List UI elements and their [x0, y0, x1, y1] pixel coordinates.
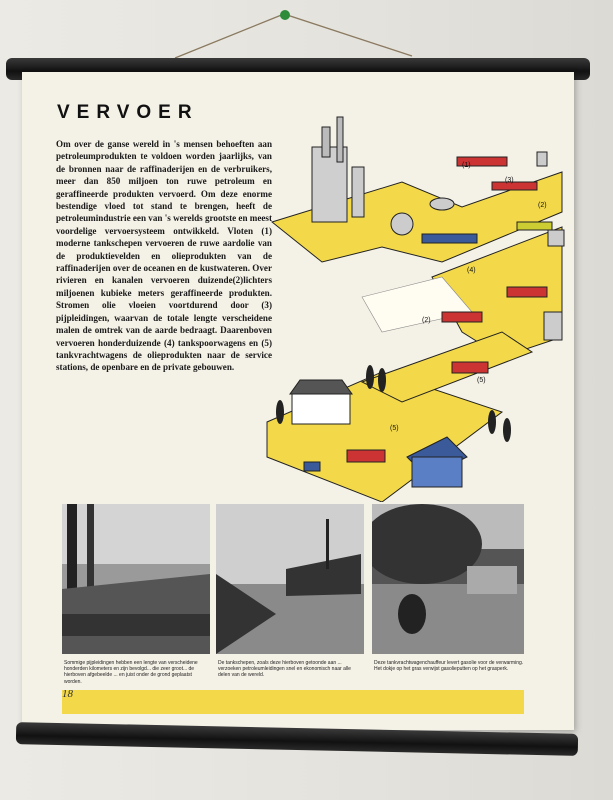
- photo-truck-driver: [372, 504, 524, 654]
- label-2: (2): [538, 202, 547, 209]
- corner-mark: 18: [62, 688, 73, 700]
- caption-truck: Deze tankvrachtwagenchauffeur levert gasolie voor de verwarming. Het dokje op het gras verwijst gasolieputten op het grasperk.: [374, 660, 524, 673]
- label-5b: (5): [390, 425, 399, 432]
- label-5: (5): [477, 377, 486, 384]
- poster-title: VERVOER: [57, 102, 199, 123]
- photo-tanker-canal: [216, 504, 364, 654]
- yellow-band: [62, 690, 524, 714]
- transport-illustration: [262, 112, 574, 502]
- poster-body-text: Om over de gansе wereld in 's mensen behoeften aan petroleumprodukten te voldoen worden jaarlijks, van de bronnen naar de raffinaderijen en de verbruikers, meer dan 850 miljoen ton ruwe petroleum en geraffineerde produkten vervoerd. Om deze enorme bestendige vloed tot stand te brengen, heeft de petroleumindustrie een van 's werelds grootste en meest voordelige vervoersysteem ontwikkeld. Vloten (1) moderne tankschepen vervoeren de ruwe aardolie van de produktievelden en olieprodukten van de raffinaderijen over de oceanen en de kustwateren. Over rivieren en kanalen vervoeren duizende(2)lichters miljoenen kubieke meters geraffineerde produkten. Stromen olie vloeien voortdurend door (3) pijpleidingen, waarvan de totale lengte verscheidene malen de omtrek van de aarde bedraagt. Daarenboven vervoeren honderduizende (4) tankspoorwagens en (5) tankvrachtwagens de olieprodukten naar de service stations, de openbare en de private gebouwen.: [56, 139, 272, 373]
- label-2b: (2): [422, 317, 431, 324]
- photo-pipeline-workers: [62, 504, 210, 654]
- caption-pipeline: Sommige pijpleidingen hebben een lengte van verscheidene honderden kilometers en zijn bevolgd... die zeer groot... de hierboven afgebeelde ... en juist onder de grond geplaatst worden.: [64, 660, 198, 685]
- label-4: (4): [467, 267, 476, 274]
- poster: [22, 72, 574, 730]
- label-3: (3): [505, 177, 514, 184]
- label-1: (1): [462, 162, 471, 169]
- caption-tanker: De tankschepen, zoals deze hierboven getoonde aan ... verzoeken petroleumleidingen snel en ekonomisch naar alle delen van de wereld.: [218, 660, 351, 679]
